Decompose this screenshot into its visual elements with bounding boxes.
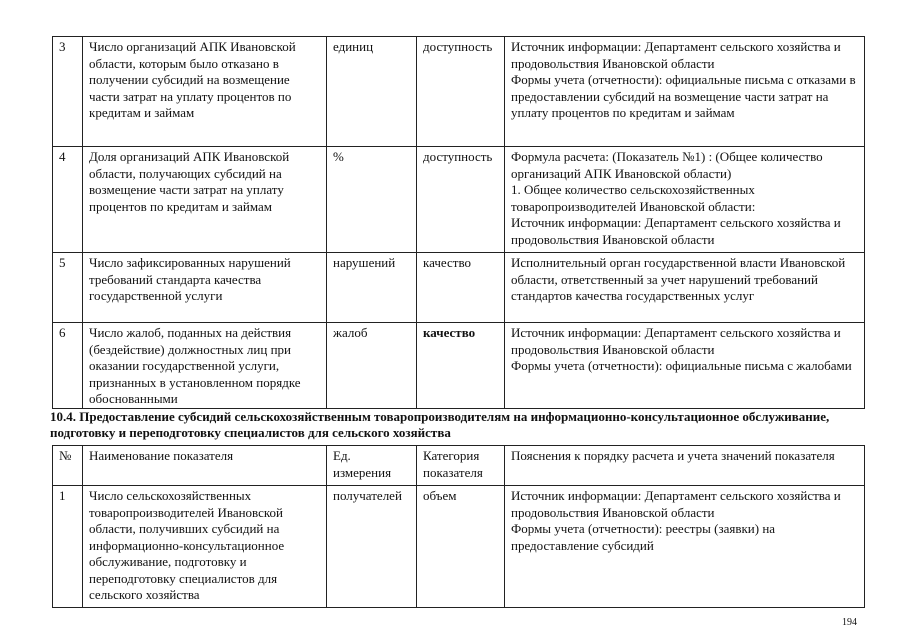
row-number: 6 xyxy=(53,323,83,409)
row-number: 3 xyxy=(53,37,83,147)
unit-of-measure: единиц xyxy=(327,37,417,147)
section-heading: 10.4. Предоставление субсидий сельскохозяйственным товаропроизводителям на информационно-консультационное обслуживание, подготовку и переподготовку специалистов для сельского хозяйства xyxy=(50,409,830,440)
header-number: № xyxy=(53,446,83,486)
indicator-category: качество xyxy=(417,253,505,323)
indicators-table-continued xyxy=(52,36,865,409)
table-row xyxy=(53,147,865,253)
row-number: 4 xyxy=(53,147,83,253)
row-number: 5 xyxy=(53,253,83,323)
table-row xyxy=(53,37,865,147)
indicator-category: объем xyxy=(417,486,505,608)
calculation-notes: Источник информации: Департамент сельского хозяйства и продовольствия Ивановской области Формы учета (отчетности): официальные письма с отказами в предоставлении субсидий на возмещение части затрат на уплату процентов по кредитам и займам xyxy=(505,37,865,147)
header-unit: Ед. измерения xyxy=(327,446,417,486)
indicator-name: Доля организаций АПК Ивановской области, получающих субсидий на возмещение части затрат на уплату процентов по кредитам и займам xyxy=(83,147,327,253)
calculation-notes: Исполнительный орган государственной власти Ивановской области, ответственный за учет нарушений требований стандартов качества государственных услуг xyxy=(505,253,865,323)
table-row xyxy=(53,486,865,608)
header-indicator-name: Наименование показателя xyxy=(83,446,327,486)
indicator-name: Число жалоб, поданных на действия (бездействие) должностных лиц при оказании государственной услуги, признанных в установленном порядке обоснованными xyxy=(83,323,327,409)
indicator-category: доступность xyxy=(417,147,505,253)
indicator-name: Число организаций АПК Ивановской области, которым было отказано в получении субсидий на возмещение части затрат на уплату процентов по кредитам и займам xyxy=(83,37,327,147)
header-category: Категория показателя xyxy=(417,446,505,486)
indicator-category: качество xyxy=(417,323,505,409)
page-number: 194 xyxy=(842,617,857,628)
row-number: 1 xyxy=(53,486,83,608)
table-header-row xyxy=(53,446,865,486)
unit-of-measure: % xyxy=(327,147,417,253)
indicators-table-10-4 xyxy=(52,445,865,608)
table-row xyxy=(53,323,865,409)
header-notes: Пояснения к порядку расчета и учета значений показателя xyxy=(505,446,865,486)
calculation-notes: Формула расчета: (Показатель №1) : (Общее количество организаций АПК Ивановской области) 1. Общее количество сельскохозяйственных товаропроизводителей Ивановской области: Источник информации: Департамент сельского хозяйства и продовольствия Ивановской области xyxy=(505,147,865,253)
indicator-category: доступность xyxy=(417,37,505,147)
calculation-notes: Источник информации: Департамент сельского хозяйства и продовольствия Ивановской области Формы учета (отчетности): реестры (заявки) на предоставление субсидий xyxy=(505,486,865,608)
calculation-notes: Источник информации: Департамент сельского хозяйства и продовольствия Ивановской области Формы учета (отчетности): официальные письма с жалобами xyxy=(505,323,865,409)
indicator-name: Число зафиксированных нарушений требований стандарта качества государственной услуги xyxy=(83,253,327,323)
unit-of-measure: получателей xyxy=(327,486,417,608)
table-row xyxy=(53,253,865,323)
unit-of-measure: жалоб xyxy=(327,323,417,409)
indicator-name: Число сельскохозяйственных товаропроизводителей Ивановской области, получивших субсидий на информационно-консультационное обслуживание, подготовку и переподготовку специалистов для сельского хозяйства xyxy=(83,486,327,608)
unit-of-measure: нарушений xyxy=(327,253,417,323)
